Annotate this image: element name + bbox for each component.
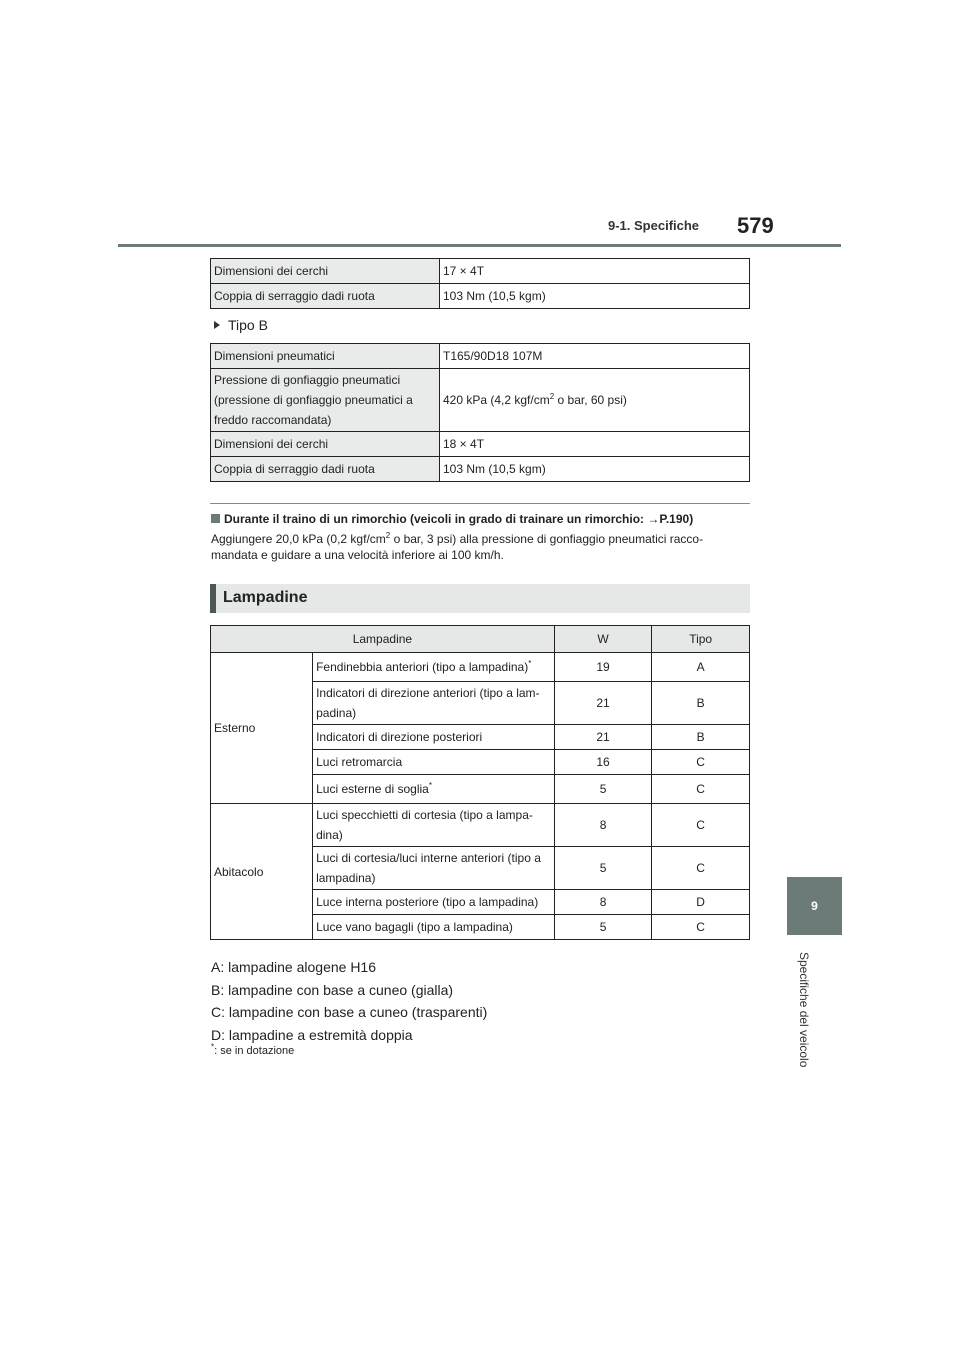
spec-label: Dimensioni dei cerchi	[211, 259, 440, 284]
bulb-name: Luci specchietti di cortesia (tipo a lampa- dina)	[313, 804, 555, 847]
bulb-watt: 8	[554, 890, 651, 915]
table-row	[211, 284, 750, 309]
tipo-b-heading	[214, 317, 268, 333]
spec-label: Dimensioni pneumatici	[211, 344, 440, 369]
column-header: W	[554, 626, 651, 653]
wheel-spec-table-b	[210, 343, 750, 482]
table-row	[211, 457, 750, 482]
bulb-type: B	[652, 682, 750, 725]
bulb-name: Indicatori di direzione anteriori (tipo a lam- padina)	[313, 682, 555, 725]
category-cell: Esterno	[211, 653, 313, 804]
spec-value: 18 × 4T	[440, 432, 750, 457]
towing-body: Aggiungere 20,0 kPa (0,2 kgf/$cm^2$ o bar, 3 psi) alla pressione di gonfiaggio pneumatici racco- mandata e guidare a una velocità inferiore ai 100 km/h.	[211, 531, 704, 562]
legend-item: B: lampadine con base a cuneo (gialla)	[211, 981, 454, 998]
bulb-watt: 5	[554, 775, 651, 804]
bulb-name: Luci esterne di soglia*	[313, 775, 555, 804]
table-header-row	[211, 626, 750, 653]
bulb-watt: 8	[554, 804, 651, 847]
bulb-watt: 21	[554, 725, 651, 750]
spec-label: Dimensioni dei cerchi	[211, 432, 440, 457]
bulb-legend	[211, 956, 487, 1046]
bulb-watt: 5	[554, 847, 651, 890]
bulb-watt: 16	[554, 750, 651, 775]
legend-item: C: lampadine con base a cuneo (trasparenti)	[211, 1004, 488, 1020]
bulb-type: D	[652, 890, 750, 915]
tipo-b-label: Tipo B	[228, 317, 268, 333]
table-row	[211, 432, 750, 457]
bulb-name: Luce vano bagagli (tipo a lampadina)	[313, 915, 555, 940]
bulb-name: Indicatori di direzione posteriori	[313, 725, 555, 750]
bulb-watt: 5	[554, 915, 651, 940]
square-bullet-icon	[211, 514, 220, 523]
bulb-type: C	[652, 804, 750, 847]
spec-value: 17 × 4T	[440, 259, 750, 284]
bulb-type: C	[652, 750, 750, 775]
towing-heading: Durante il traino di un rimorchio (veicoli in grado di trainare un rimorchio: →P.190)	[211, 512, 771, 526]
bulb-name: Luci di cortesia/luci interne anteriori (tipo a lampadina)	[313, 847, 555, 890]
section-title: 9-1. Specifiche	[608, 218, 700, 233]
section-heading: Lampadine	[223, 589, 308, 606]
bulb-type: C	[652, 915, 750, 940]
page-number: 579	[737, 213, 774, 238]
spec-label: Pressione di gonfiaggio pneumatici (pressione di gonfiaggio pneumatici a freddo raccomandata)	[211, 369, 440, 432]
spec-value: 103 Nm (10,5 kgm)	[440, 284, 750, 309]
legend-item: D: lampadine a estremità doppia	[211, 1026, 413, 1043]
spec-label: Coppia di serraggio dadi ruota	[211, 284, 440, 309]
bulb-type: B	[652, 725, 750, 750]
bulb-name: Luci retromarcia	[313, 750, 555, 775]
section-header-bar	[210, 584, 216, 613]
table-row	[211, 653, 750, 682]
triangle-bullet-icon	[214, 321, 220, 329]
bulb-type: C	[652, 847, 750, 890]
header-rule	[118, 244, 841, 247]
spec-value: T165/90D18 107M	[440, 344, 750, 369]
chapter-label: Specifiche del veicolo	[797, 952, 811, 1068]
table-row	[211, 259, 750, 284]
column-header: Tipo	[652, 626, 750, 653]
bulb-watt: 21	[554, 682, 651, 725]
footnote: *: se in dotazione	[211, 1042, 295, 1057]
table-row	[211, 804, 750, 847]
table-row	[211, 344, 750, 369]
chapter-tab[interactable]	[787, 877, 842, 935]
divider	[210, 503, 750, 504]
bulb-type: A	[652, 653, 750, 682]
spec-label: Coppia di serraggio dadi ruota	[211, 457, 440, 482]
bulb-table	[210, 625, 750, 940]
chapter-number: 9	[811, 899, 818, 913]
wheel-spec-table-a	[210, 258, 750, 309]
spec-value: 103 Nm (10,5 kgm)	[440, 457, 750, 482]
bulb-name: Fendinebbia anteriori (tipo a lampadina)*	[313, 653, 555, 682]
category-cell: Abitacolo	[211, 804, 313, 940]
bulb-type: C	[652, 775, 750, 804]
column-header: Lampadine	[211, 626, 555, 653]
bulb-watt: 19	[554, 653, 651, 682]
table-row	[211, 369, 750, 432]
spec-value: 420 kPa (4,2 kgf/$cm^2$ o bar, 60 psi)	[440, 369, 750, 432]
legend-item: A: lampadine alogene H16	[211, 959, 377, 975]
bulb-name: Luce interna posteriore (tipo a lampadina)	[313, 890, 555, 915]
